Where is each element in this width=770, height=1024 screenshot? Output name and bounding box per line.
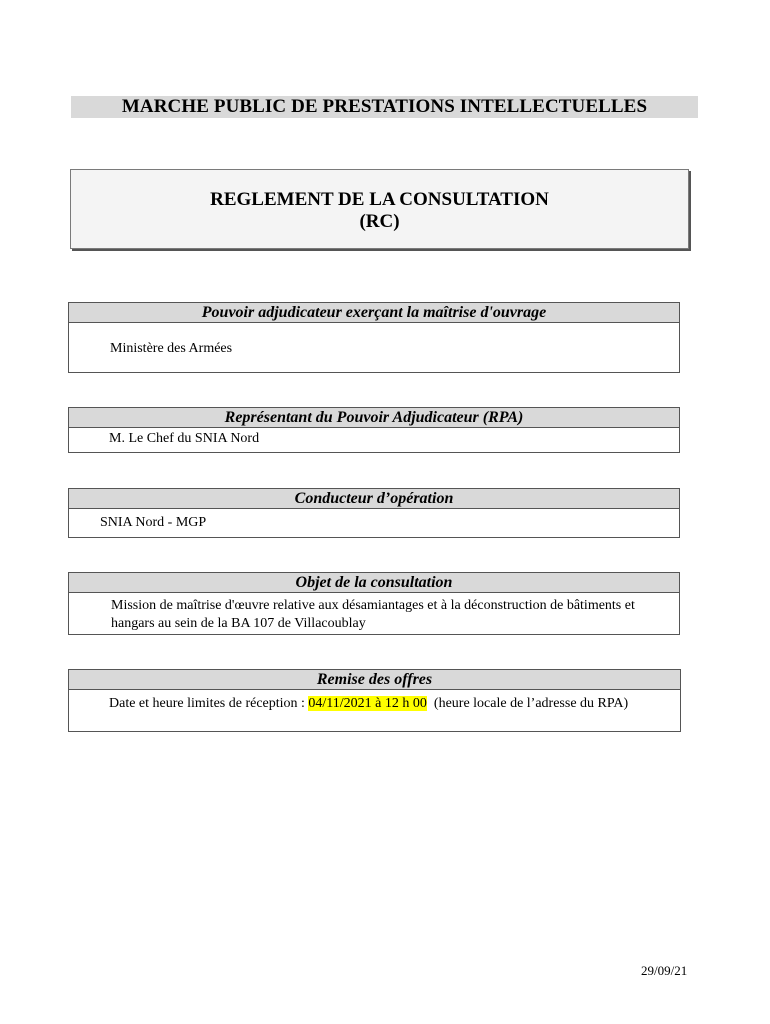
section-body: M. Le Chef du SNIA Nord: [109, 431, 260, 446]
document-title: REGLEMENT DE LA CONSULTATION: [210, 189, 549, 210]
section-header: Pouvoir adjudicateur exerçant la maîtrise d'ouvrage: [69, 303, 679, 323]
document-title-abbreviation: (RC): [359, 211, 400, 232]
section-body: Ministère des Armées: [110, 341, 233, 356]
deadline-label: Date et heure limites de réception :: [109, 696, 309, 711]
section-contracting-authority: [68, 302, 680, 373]
section-rpa: [68, 407, 680, 453]
section-header: Remise des offres: [69, 670, 680, 690]
deadline-value: 04/11/2021 à 12 h 00: [308, 696, 427, 711]
section-header: Objet de la consultation: [69, 573, 679, 593]
section-offer-submission: [68, 669, 681, 732]
section-body: SNIA Nord - MGP: [100, 515, 207, 530]
section-header: Représentant du Pouvoir Adjudicateur (RPA): [69, 408, 679, 428]
section-operation-manager: [68, 488, 680, 538]
section-header: Conducteur d’opération: [69, 489, 679, 509]
deadline-note: (heure locale de l’adresse du RPA): [426, 696, 629, 711]
title-box: [70, 169, 689, 249]
footer-date: 29/09/21: [641, 963, 688, 978]
section-consultation-object: [68, 572, 680, 635]
section-body: Mission de maîtrise d'œuvre relative aux désamiantages et à la déconstruction de bâtiments et hangars au sein de la BA 107 de Villacoublay: [111, 598, 635, 631]
section-body: [69, 690, 680, 713]
document-banner: MARCHE PUBLIC DE PRESTATIONS INTELLECTUELLES: [71, 96, 698, 118]
